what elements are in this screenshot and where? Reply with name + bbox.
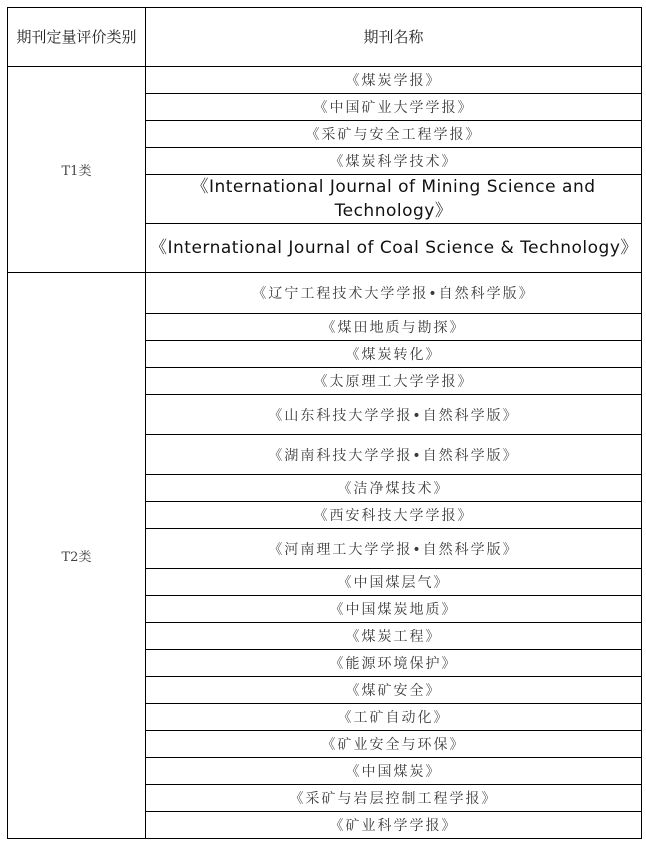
category-cell-t1: T1类 (8, 67, 146, 273)
journal-name-cell: 《山东科技大学学报•自然科学版》 (146, 395, 642, 435)
table-row (8, 273, 642, 314)
journal-name-cell: 《煤炭工程》 (146, 623, 642, 650)
journal-name-cell: 《International Journal of Mining Science and Technology》 (146, 175, 642, 224)
journal-name-cell: 《中国煤炭地质》 (146, 596, 642, 623)
journal-name-cell: 《西安科技大学学报》 (146, 502, 642, 529)
journal-name-cell: 《洁净煤技术》 (146, 475, 642, 502)
journal-name-cell: 《煤矿安全》 (146, 677, 642, 704)
journal-name-cell: 《矿业安全与环保》 (146, 731, 642, 758)
journal-name-cell: 《河南理工大学学报•自然科学版》 (146, 529, 642, 569)
table-header-row (8, 8, 642, 67)
journal-name-cell: 《中国煤层气》 (146, 569, 642, 596)
journal-name-cell: 《采矿与岩层控制工程学报》 (146, 785, 642, 812)
journal-name-cell: 《煤炭转化》 (146, 341, 642, 368)
journal-name-cell: 《煤炭学报》 (146, 67, 642, 94)
table-row (8, 67, 642, 94)
journal-name-cell: 《太原理工大学学报》 (146, 368, 642, 395)
header-category: 期刊定量评价类别 (8, 8, 146, 67)
journal-name-cell: 《中国矿业大学学报》 (146, 94, 642, 121)
journal-name-cell: 《采矿与安全工程学报》 (146, 121, 642, 148)
journal-name-cell: 《中国煤炭》 (146, 758, 642, 785)
journal-name-cell: 《湖南科技大学学报•自然科学版》 (146, 435, 642, 475)
category-cell-t2: T2类 (8, 273, 146, 839)
journal-name-cell: 《煤田地质与勘探》 (146, 314, 642, 341)
journal-name-cell: 《辽宁工程技术大学学报•自然科学版》 (146, 273, 642, 314)
journal-name-cell: 《International Journal of Coal Science & Technology》 (146, 224, 642, 273)
header-journal-name: 期刊名称 (146, 8, 642, 67)
journal-name-cell: 《煤炭科学技术》 (146, 148, 642, 175)
journal-rating-table (7, 7, 642, 839)
journal-name-cell: 《矿业科学学报》 (146, 812, 642, 839)
journal-name-cell: 《能源环境保护》 (146, 650, 642, 677)
journal-name-cell: 《工矿自动化》 (146, 704, 642, 731)
